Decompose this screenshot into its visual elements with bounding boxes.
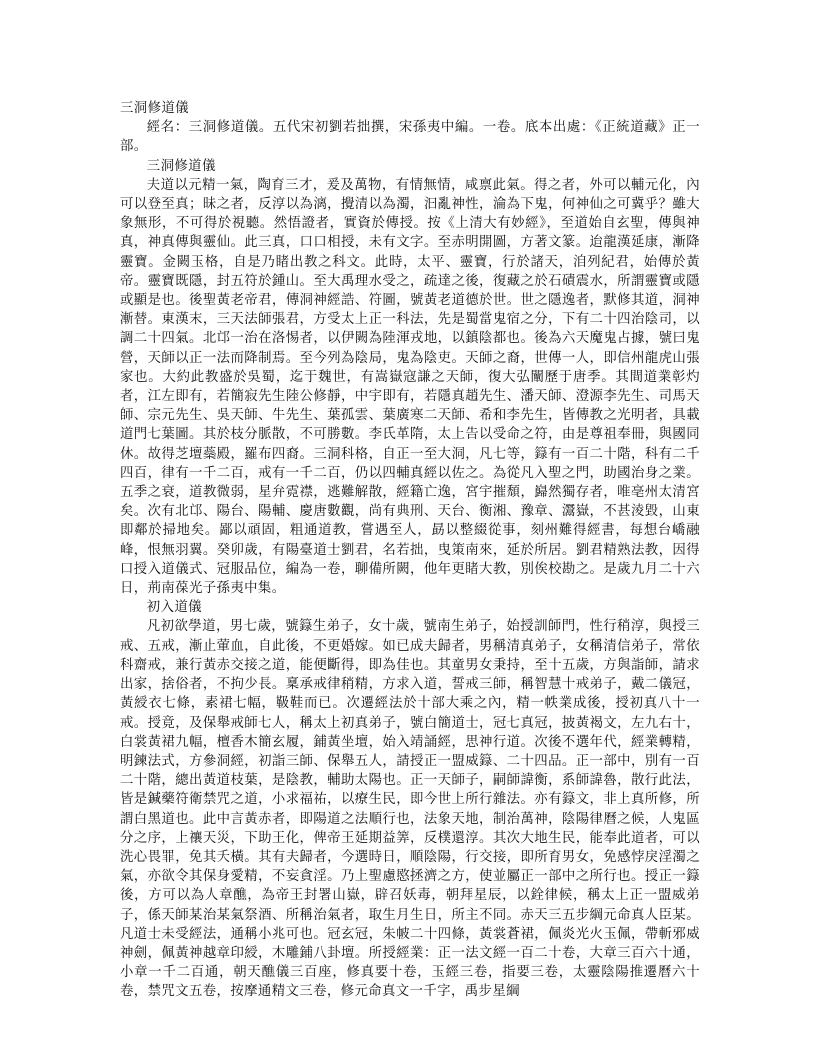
document-page [120,99,700,1002]
section-body: 夫道以元精一氣，陶育三才，爰及萬物，有情無情，咸禀此氣。得之者，外可以輔元化，內可以登至真；昧之者，反淳以為漓，攪清以為濁，汩亂神性，淪為下鬼，何神仙之可冀乎？雖大象無形，不可得於視聽。然悟證者，實資於傳授。按《上清大有妙經》，至道始自玄聖，傳與神真，神真傳與靈仙。此三真，口口相授，未有文字。至赤明開圖，方著文篆。迨龍漢延康，漸降靈寶。金闕玉格，自是乃睹出教之科文。此時，太平、靈寶，行於諸天，洎列紀君，始傳於黃帝。靈寶既隱，封五符於鍾山。至大禹理水受之，疏達之後，復藏之於石磧震水，所謂靈寶或隱或顯是也。後聖黃老帝君，傳洞神經誥、符圖，號黃老道德於世。世之隱逸者，默修其道，洞神漸替。東漢末，三天法師張君，方受太上正一科法，先是蜀當鬼宿之分，下有二十四治陰司，以調二十四氣。北邙一治在洛惕者，以伊闕為陸渾戎地，以鎮陰都也。後為六天魔鬼占據，號曰鬼營，天師以正一法而降制焉。至今列為陰局，鬼為陰吏。天師之裔，世傳一人，即信州龍虎山張家也。大約此教盛於吳蜀，迄于魏世，有嵩嶽寇謙之天師，復大弘闡歷于唐季。其間道業彰灼者，江左即有，若簡寂先生陸公修靜，中宇即有，若隱真趙先生、潘天師、澄源李先生、司馬天師、宗元先生、吳天師、牛先生、葉孤雲、葉廣寒二天師、希和李先生，皆傳教之光明者，具載道門七葉圖。其於枝分脈散，不可勝數。李氏革隋，太上告以受命之符，由是尊祖奉冊，與國同休。故得芝壇蘂殿，羅布四裔。三洞科格，自正一至大洞，凡七等，籙有一百二十階，科有二千四百，律有一千二百，戒有一千二百，仍以四輔真經以佐之。為從凡入聖之門，助國治身之業。五季之衰，道教微弱，星弁霓襟，逃難解散，經籍亡逸，宮宇摧頹，巋然獨存者，唯亳州太清宮矣。次有北邙、陽台、陽輔、慶唐數觀，尚有典刑、天台、衡湘、豫章、灊嶽，不甚淩毀，山東即鄰於掃地矣。鄙以頑固，粗通道教，嘗遇至人，勗以整綴從事，刻州難得經書，每想台嶠融峰，恨無羽翼。癸卯歲，有陽臺道士劉君，名若拙，曳策南來，延於所居。劉君精熟法教，因得口授入道儀式、冠服品位，編為一卷，聊備所闕，他年更睹大教，別俟校勘之。是歲九月二十六日，荊南葆光子孫夷中集。 [120,177,700,597]
section-heading: 三洞修道儀 [146,158,216,174]
scripture-metadata: 經名：三洞修道儀。五代宋初劉若拙撰，宋孫夷中編。一卷。底本出處：《正統道藏》正一部。 [120,120,700,155]
section-heading: 初入道儀 [146,600,202,616]
document-title: 三洞修道儀 [120,101,189,116]
section-body: 凡初欲學道，男七歲，號籙生弟子，女十歲，號南生弟子，始授訓師門，性行稍淳，與授三戒、五戒，漸止葷血，自此後，不更婚嫁。如已成夫歸者，男稱清真弟子，女稱清信弟子，常依科齋戒，兼行黃赤交接之道，能便斷得，即為佳也。其童男女秉持，至十五歲，方與詣師，請求出家，捨俗者，不拘少長。稟承戒律稍精，方求入道，誓戒三師，稱智慧十戒弟子，戴二儀冠，黃綬衣七條，素裙七幅，靸鞋而已。次遷經法於十部大乘之內，精一帙業成後，授初真八十一戒。授竟，及保舉戒師七人，稱太上初真弟子，號白簡道士，冠七真冠，披黃褐文，左九右十，白裳黃裙九幅，檀香木簡玄履，鋪黃坐壇，始入靖誦經，思神行道。次後不選年代，經業轉精，明鍊法式，方參洞經，初詣三師、保舉五人，請授正一盟威籙、二十四品。正一部中，別有一百二十階，總出黃道枝葉，是陰教，輔助太陽也。正一天師子，嗣師諱衡，系師諱魯，散行此法，皆是鍼藥符衛禁咒之道，小求福祐，以療生民，即今世上所行雜法。亦有籙文，非上真所修，所謂白黑道也。此中言黃赤者，即陽道之法順行也，法象天地，制治萬神，陰陽律曆之候，人鬼區分之序，上禳天災，下助王化，俾帝王延期益筭，反樸還淳。其次大地生民，能奉此道者，可以洗心畏罪，免其夭橫。其有夫歸者，今選時日，順陰陽，行交接，即所育男女，免感悖戾淫濁之氣，亦欲令其保身愛精，不妄貪淫。乃上聖慮愍拯濟之方，使並屬正一部中之所行也。授正一籙後，方可以為人章醮，為帝王封署山嶽，辟召妖毒，朝拜星辰，以銓律候，稱太上正一盟威弟子，係天師某治某氣祭酒、所稱治氣者，取生月生日，所主不同。赤天三五步綱元命真人臣某。凡道士未受經法，通稱小兆可也。冠玄冠，朱帔二十四條，黃裳蒼裙，佩炎光火玉佩，帶斬邪威神劍，佩黃神越章印綬，木雕鋪八卦壇。所授經業：正一法文經一百二十卷，大章三百六十通，小章一千二百通，朝天醮儀三百座，修真要十卷，玉經三卷，指要三卷，太靈陰陽推遷曆六十卷，禁咒文五卷，按摩通精文三卷，修元命真文一千字，禹步星綱 [120,619,700,1000]
